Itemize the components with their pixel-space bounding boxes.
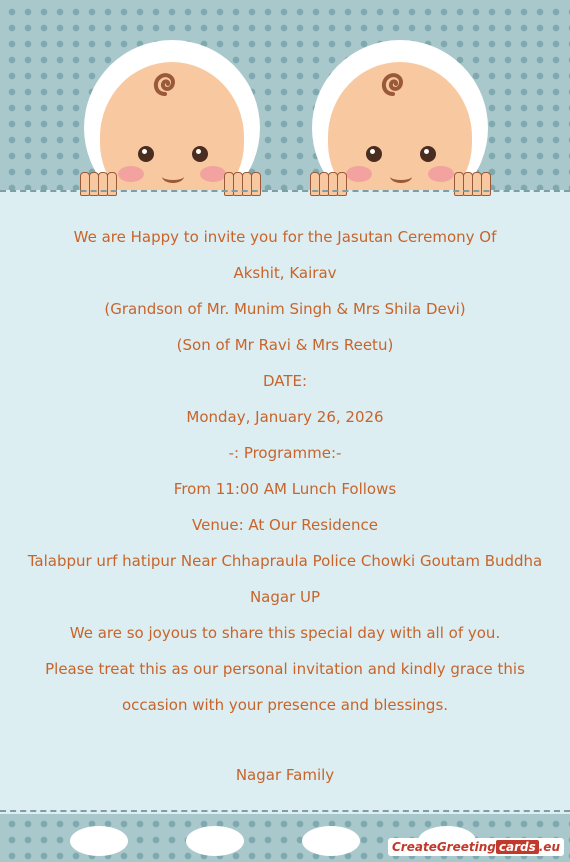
intro-text: We are Happy to invite you for the Jasutan Ceremony Of <box>73 228 497 246</box>
eye-icon <box>420 146 436 162</box>
child-names: Akshit, Kairav <box>233 264 337 282</box>
hand-icon <box>80 132 118 156</box>
son-of-text: (Son of Mr Ravi & Mrs Reetu) <box>176 336 394 354</box>
baby-foot <box>70 826 128 856</box>
signature: Nagar Family <box>235 766 335 784</box>
brand-prefix: CreateGreeting <box>392 840 496 854</box>
cheek <box>200 166 226 182</box>
address-line-1: Talabpur urf hatipur Near Chhapraula Police Chowki Goutam Buddha <box>27 552 543 570</box>
cheek <box>428 166 454 182</box>
brand-logo-link[interactable] <box>388 838 564 856</box>
baby-foot <box>302 826 360 856</box>
eye-icon <box>192 146 208 162</box>
baby-foot <box>186 826 244 856</box>
smile <box>162 170 184 183</box>
programme-details: From 11:00 AM Lunch Follows <box>173 480 397 498</box>
date-label: DATE: <box>262 372 308 390</box>
message-line-1: We are so joyous to share this special day with all of you. <box>69 624 501 642</box>
venue-text: Venue: At Our Residence <box>192 516 378 534</box>
message-line-2: Please treat this as our personal invitation and kindly grace this <box>45 660 525 678</box>
message-line-3: occasion with your presence and blessings. <box>121 696 449 714</box>
header-pattern-band <box>0 0 570 190</box>
stitch-divider-top <box>0 190 570 196</box>
eye-icon <box>138 146 154 162</box>
programme-label: -: Programme:- <box>228 444 342 462</box>
cheek <box>346 166 372 182</box>
event-date: Monday, January 26, 2026 <box>186 408 384 426</box>
brand-suffix: .eu <box>538 840 560 854</box>
eye-icon <box>366 146 382 162</box>
cheek <box>118 166 144 182</box>
hair-curl-icon <box>150 68 180 98</box>
brand-badge: cards <box>496 840 539 854</box>
baby-illustration-left <box>84 40 260 190</box>
smile <box>390 170 412 183</box>
grandson-of-text: (Grandson of Mr. Munim Singh & Mrs Shila Devi) <box>104 300 466 318</box>
hair-curl-icon <box>378 68 408 98</box>
baby-illustration-right <box>312 40 488 190</box>
address-line-2: Nagar UP <box>249 588 321 606</box>
